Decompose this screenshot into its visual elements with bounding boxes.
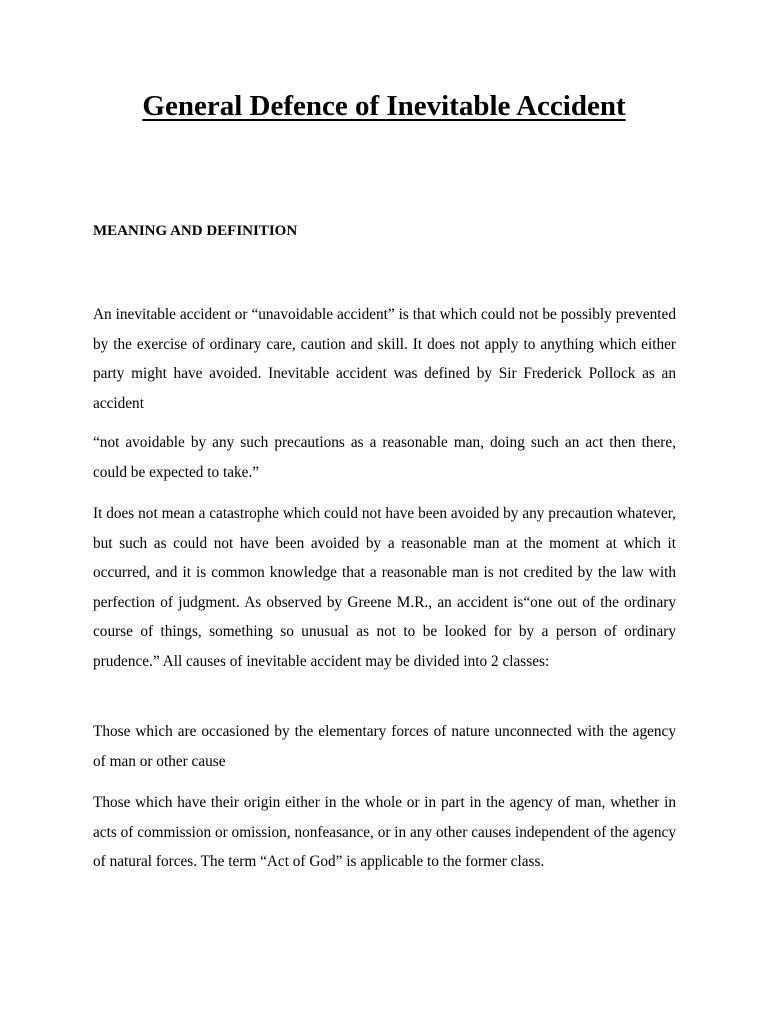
section-heading: MEANING AND DEFINITION: [93, 223, 298, 239]
paragraph-explanation: It does not mean a catastrophe which could not have been avoided by any precaution whatever, but such as could not have been avoided by a reasonable man at the moment at which it occurred, and it is common knowledge that a reasonable man is not credited by the law with perfection of judgment. As observed by Greene M.R., an accident is“one out of the ordinary course of things, something so unusual as not to be looked for by a person of ordinary prudence.” All causes of inevitable accident may be divided into 2 classes:: [93, 505, 676, 670]
paragraph-pollock-quote: “not avoidable by any such precautions as a reasonable man, doing such an act then there, could be expected to take.”: [93, 434, 676, 481]
paragraph-definition: An inevitable accident or “unavoidable accident” is that which could not be possibly prevented by the exercise of ordinary care, caution and skill. It does not apply to anything which either party might have avoided. Inevitable accident was defined by Sir Frederick Pollock as an accident: [93, 306, 676, 412]
paragraph-class-two: Those which have their origin either in the whole or in part in the agency of man, whether in acts of commission or omission, nonfeasance, or in any other causes independent of the agency of natural forces. The term “Act of God” is applicable to the former class.: [93, 794, 676, 870]
page-title: [0, 86, 768, 126]
paragraph-class-one: Those which are occasioned by the elementary forces of nature unconnected with the agency of man or other cause: [93, 723, 676, 770]
page-title-text: General Defence of Inevitable Accident: [142, 90, 626, 122]
